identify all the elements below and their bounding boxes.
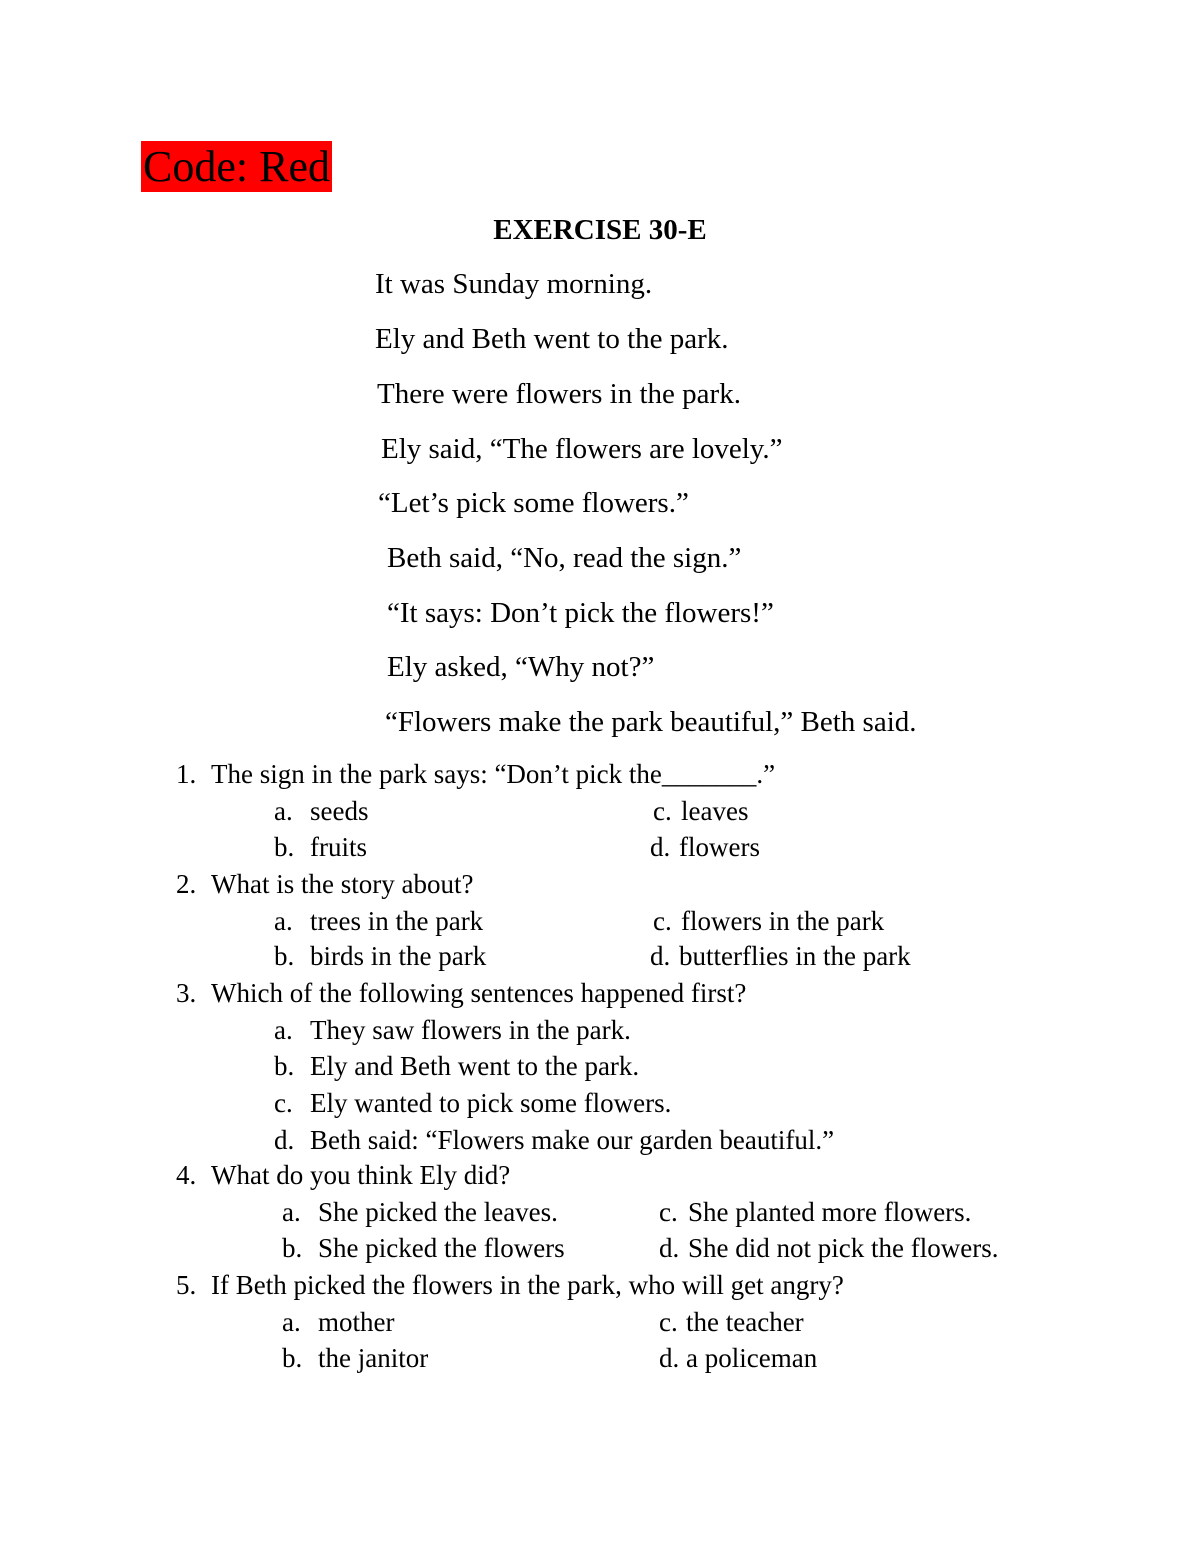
- story-line: “Let’s pick some flowers.”: [378, 487, 689, 519]
- option-letter: b.: [274, 941, 295, 971]
- option-text: Ely wanted to pick some flowers.: [310, 1088, 672, 1118]
- option-letter: d.: [274, 1125, 295, 1155]
- story-line: “It says: Don’t pick the flowers!”: [387, 597, 774, 629]
- question-text: Which of the following sentences happened first?: [211, 978, 747, 1008]
- question-number: 2.: [176, 869, 197, 899]
- question-text: The sign in the park says: “Don’t pick the_______.”: [211, 759, 776, 789]
- option-text: She picked the flowers: [318, 1233, 565, 1263]
- story-line: Ely said, “The flowers are lovely.”: [381, 433, 783, 465]
- option-text: flowers in the park: [681, 906, 885, 936]
- question-text: What is the story about?: [211, 869, 474, 899]
- option-letter: a.: [274, 1015, 293, 1045]
- option-text: seeds: [310, 796, 369, 826]
- question-number: 3.: [176, 978, 197, 1008]
- option-letter: b.: [274, 1051, 295, 1081]
- option-letter: c.: [274, 1088, 293, 1118]
- option-text: Beth said: “Flowers make our garden beautiful.”: [310, 1125, 835, 1155]
- option-letter: d.: [659, 1343, 680, 1373]
- option-text: flowers: [679, 832, 760, 862]
- option-text: She did not pick the flowers.: [688, 1233, 999, 1263]
- option-text: butterflies in the park: [679, 941, 911, 971]
- question-text: What do you think Ely did?: [211, 1160, 511, 1190]
- option-text: fruits: [310, 832, 367, 862]
- option-letter: a.: [274, 796, 293, 826]
- option-text: Ely and Beth went to the park.: [310, 1051, 640, 1081]
- story-line: Ely and Beth went to the park.: [375, 323, 729, 355]
- option-letter: b.: [282, 1343, 303, 1373]
- story-line: Ely asked, “Why not?”: [387, 651, 655, 683]
- question-text: If Beth picked the flowers in the park, who will get angry?: [211, 1270, 844, 1300]
- option-text: leaves: [681, 796, 749, 826]
- option-letter: a.: [274, 906, 293, 936]
- question-number: 1.: [176, 759, 197, 789]
- option-letter: d.: [650, 941, 671, 971]
- option-letter: c.: [659, 1307, 678, 1337]
- option-letter: c.: [659, 1197, 678, 1227]
- code-label: Code: Red: [143, 142, 330, 191]
- option-letter: b.: [282, 1233, 303, 1263]
- option-letter: d.: [659, 1233, 680, 1263]
- option-text: a policeman: [686, 1343, 818, 1373]
- story-line: It was Sunday morning.: [375, 268, 653, 300]
- option-text: She picked the leaves.: [318, 1197, 558, 1227]
- option-text: the janitor: [318, 1343, 429, 1373]
- question-number: 4.: [176, 1160, 197, 1190]
- option-text: They saw flowers in the park.: [310, 1015, 631, 1045]
- story-line: There were flowers in the park.: [377, 378, 741, 410]
- option-text: trees in the park: [310, 906, 484, 936]
- option-letter: a.: [282, 1307, 301, 1337]
- question-number: 5.: [176, 1270, 197, 1300]
- option-letter: c.: [653, 906, 672, 936]
- option-text: birds in the park: [310, 941, 487, 971]
- option-text: mother: [318, 1307, 395, 1337]
- option-letter: d.: [650, 832, 671, 862]
- option-letter: c.: [653, 796, 672, 826]
- option-text: She planted more flowers.: [688, 1197, 972, 1227]
- story-line: “Flowers make the park beautiful,” Beth said.: [385, 706, 917, 738]
- option-letter: a.: [282, 1197, 301, 1227]
- option-letter: b.: [274, 832, 295, 862]
- story-line: Beth said, “No, read the sign.”: [387, 542, 742, 574]
- exercise-title: EXERCISE 30-E: [493, 214, 707, 246]
- option-text: the teacher: [686, 1307, 804, 1337]
